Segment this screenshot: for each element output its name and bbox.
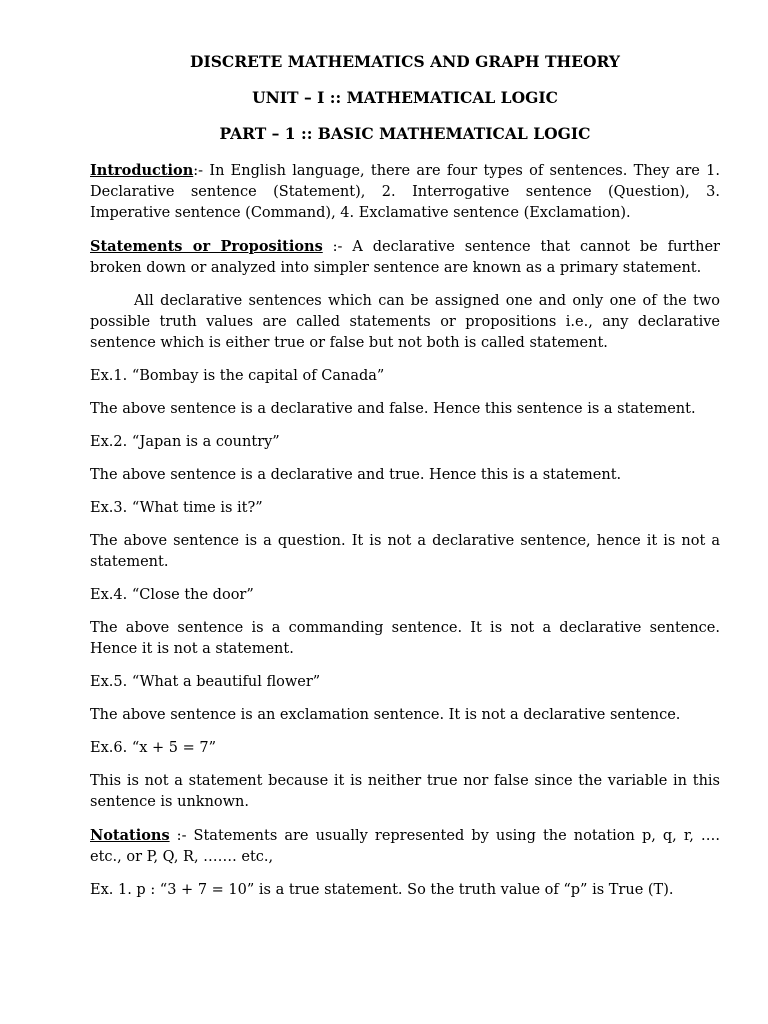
example-label: Ex.2. “Japan is a country” [90,434,280,450]
introduction-paragraph [90,160,720,224]
introduction-text: :- In English language, there are four types of sentences. They are 1. Declarative sentence (Statement), 2. Interrogative sentence (Question), 3. Imperative sentence (Command), 4. Exclamative sentence (Exclamation). [90,163,720,221]
notations-paragraph [90,825,720,868]
course-title: DISCRETE MATHEMATICS AND GRAPH THEORY [190,52,620,71]
example-explanation: The above sentence is a declarative and true. Hence this is a statement. [90,467,622,483]
example-explanation: The above sentence is a question. It is not a declarative sentence, hence it is not a statement. [90,533,720,570]
example-explanation: The above sentence is a commanding sentence. It is not a declarative sentence. Hence it is not a statement. [90,620,720,657]
statements-heading: Statements or Propositions [90,238,323,255]
notations-text: :- Statements are usually represented by using the notation p, q, r, …. etc., or P, Q, R, ……. etc., [90,828,720,865]
example-label: Ex.6. “x + 5 = 7” [90,740,217,756]
example-explanation: The above sentence is an exclamation sentence. It is not a declarative sentence. [90,707,681,723]
part-title: PART – 1 :: BASIC MATHEMATICAL LOGIC [219,124,591,143]
example-label: Ex.5. “What a beautiful flower” [90,674,321,690]
document-page [90,52,720,913]
example-explanation: This is not a statement because it is neither true nor false since the variable in this sentence is unknown. [90,773,720,810]
notations-example: Ex. 1. p : “3 + 7 = 10” is a true statement. So the truth value of “p” is True (T). [90,882,674,898]
example-label: Ex.1. “Bombay is the capital of Canada” [90,368,385,384]
notations-heading: Notations [90,827,170,844]
statements-text: :- A declarative sentence that cannot be further broken down or analyzed into simpler sentence are known as a primary statement. [90,239,720,276]
statements-paragraph [90,236,720,279]
example-label: Ex.4. “Close the door” [90,587,254,603]
introduction-heading: Introduction [90,162,194,179]
example-explanation: The above sentence is a declarative and false. Hence this sentence is a statement. [90,401,696,417]
statements-definition-paragraph: All declarative sentences which can be assigned one and only one of the two possible truth values are called statements or propositions i.e., any declarative sentence which is either true or false but not both is called statement. [90,293,720,351]
example-label: Ex.3. “What time is it?” [90,500,263,516]
unit-title: UNIT – I :: MATHEMATICAL LOGIC [252,88,558,107]
